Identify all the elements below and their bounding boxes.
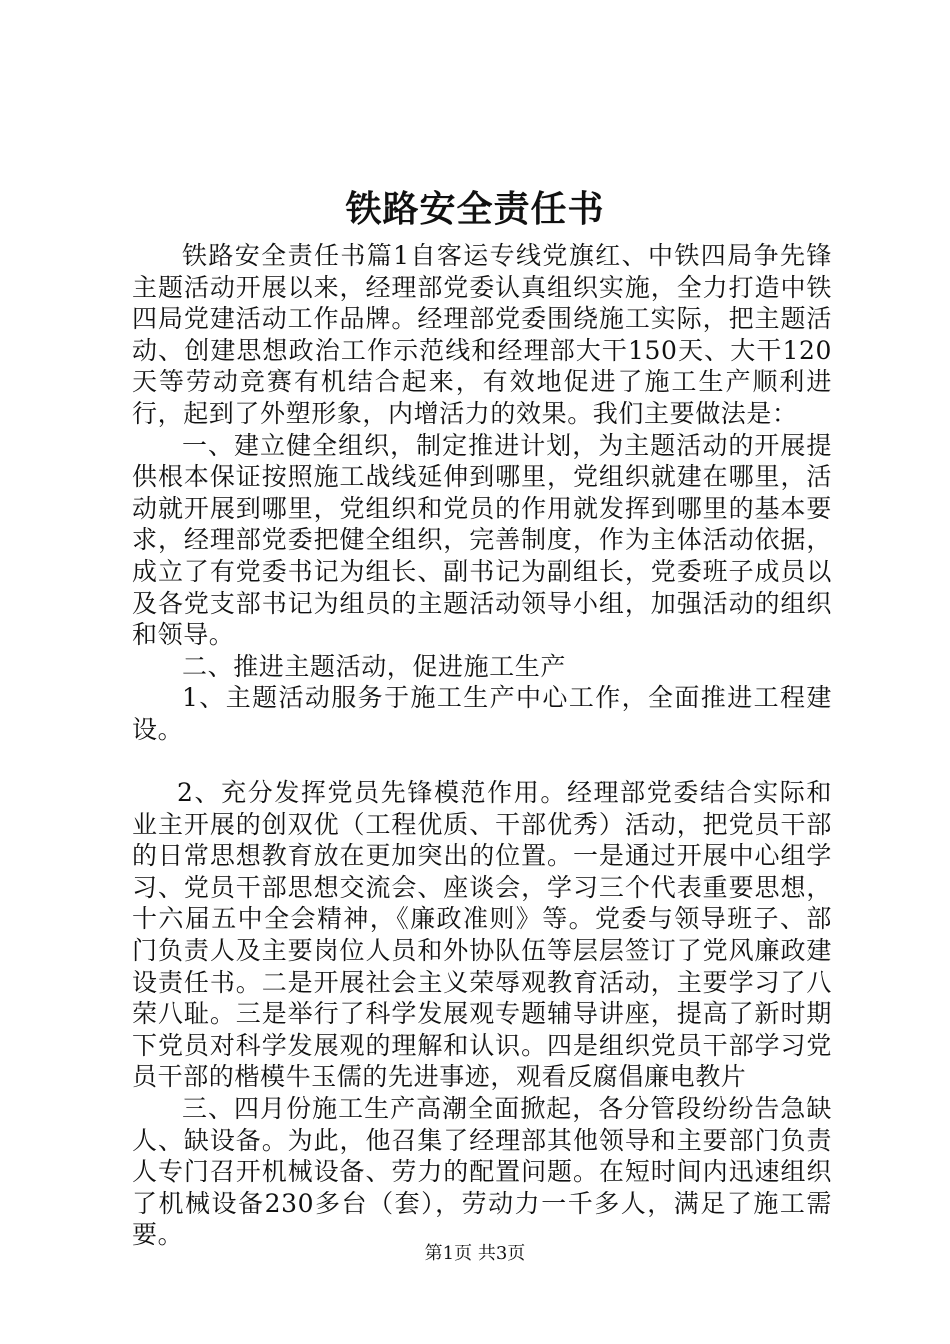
paragraph-section-3: 三、四月份施工生产高潮全面掀起，各分管段纷纷告急缺人、缺设备。为此，他召集了经理部其他领导和主要部门负责人专门召开机械设备、劳力的配置问题。在短时间内迅速组织了机械设备230多台（套），劳动力一千多人，满足了施工需要。 [132, 1094, 832, 1250]
paragraph-section-2-heading: 二、推进主题活动，促进施工生产 [182, 651, 567, 681]
document-body [132, 240, 832, 1251]
document-title: 铁路安全责任书 [345, 188, 605, 230]
paragraph-section-1: 一、建立健全组织，制定推进计划，为主题活动的开展提供根本保证按照施工战线延伸到哪里，党组织就建在哪里，活动就开展到哪里，党组织和党员的作用就发挥到哪里的基本要求，经理部党委把健全组织，完善制度，作为主体活动依据，成立了有党委书记为组长、副书记为副组长，党委班子成员以及各党支部书记为组员的主题活动领导小组，加强活动的组织和领导。 [132, 430, 832, 650]
paragraph-intro: 铁路安全责任书篇1自客运专线党旗红、中铁四局争先锋主题活动开展以来，经理部党委认真组织实施，全力打造中铁四局党建活动工作品牌。经理部党委围绕施工实际，把主题活动、创建思想政治工作示范线和经理部大干150天、大干120天等劳动竞赛有机结合起来，有效地促进了施工生产顺利进行，起到了外塑形象，内增活力的效果。我们主要做法是： [132, 241, 832, 428]
page-indicator: 第1页 共3页 [424, 1243, 526, 1264]
paragraph-item-2: 2、充分发挥党员先锋模范作用。经理部党委结合实际和业主开展的创双优（工程优质、干部优秀）活动，把党员干部的日常思想教育放在更加突出的位置。一是通过开展中心组学习、党员干部思想交流会、座谈会，学习三个代表重要思想，十六届五中全会精神，《廉政准则》等。党委与领导班子、部门负责人及主要岗位人员和外协队伍等层层签订了党风廉政建设责任书。二是开展社会主义荣辱观教育活动，主要学习了八荣八耻。三是举行了科学发展观专题辅导讲座，提高了新时期下党员对科学发展观的理解和认识。四是组织党员干部学习党员干部的楷模牛玉儒的先进事迹，观看反腐倡廉电教片 [132, 778, 832, 1092]
paragraph-item-1: 1、主题活动服务于施工生产中心工作，全面推进工程建设。 [132, 683, 832, 744]
